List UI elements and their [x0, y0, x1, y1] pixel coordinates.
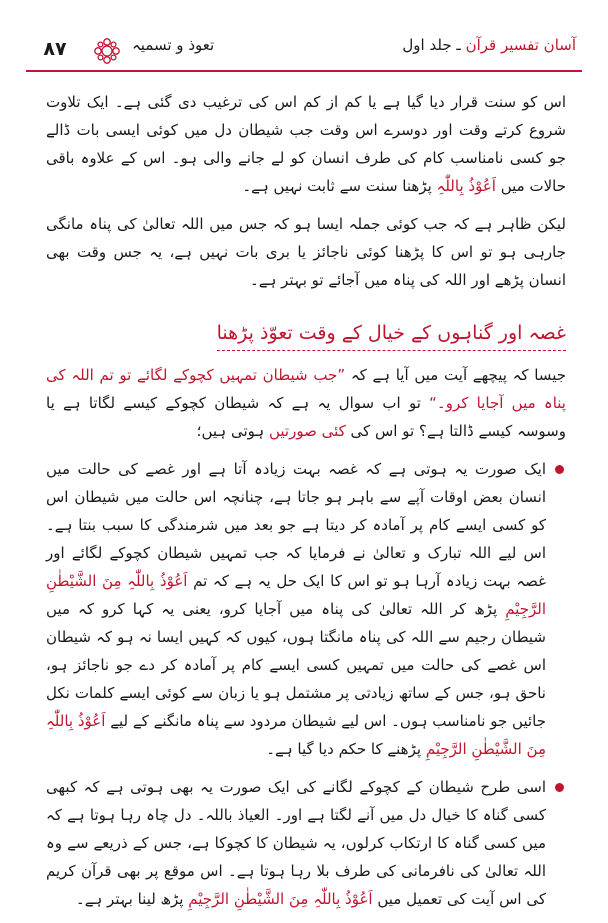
arabic-phrase: اَعُوْذُ بِاللّٰہِ [436, 177, 496, 195]
floral-ornament-icon [92, 36, 122, 66]
arabic-phrase: اَعُوْذُ بِاللّٰہِ مِنَ الشَّیْطٰنِ الرَّجِیْمِ [46, 712, 546, 758]
header-rule [26, 70, 582, 72]
bullet-dot-icon [555, 783, 564, 792]
paragraph-text: لیکن ظاہر ہے کہ جب کوئی جملہ ایسا ہو کہ جس میں اللہ تعالیٰ کی پناہ مانگی جارہی ہو تو اس کا پڑھنا کوئی ناجائز یا بری بات نہیں ہے، یہ جس وقت بھی انسان پڑھے اور اللہ کی پناہ میں آجائے تو بہتر ہے۔ [46, 215, 566, 289]
bullet-item [46, 773, 566, 913]
page-body [46, 88, 566, 923]
section-heading: غصہ اور گناہوں کے خیال کے وقت تعوّذ پڑھنا [217, 318, 566, 351]
paragraph-text: پڑھ کر اللہ تعالیٰ کی پناہ میں آجایا کرو، یعنی یہ کہا کرو کہ میں شیطان رجیم سے اللہ کی پناہ مانگتا ہوں، کیوں کہ کہیں ایسا نہ ہو کہ شیطان اس غصے کی حالت میں تمہیں کسی ایسے کام پر آمادہ کر دے جو ناجائز ہو، ناحق ہو، جس کے ساتھ زیادتی پر مشتمل ہو یا زبان سے کوئی ایسے کلمات نکل جائیں جو نامناسب ہوں۔ اس لیے شیطان مردود سے پناہ مانگنے کے لیے [46, 600, 546, 730]
running-title: آسان تفسیر قرآن ـ جلد اول [402, 36, 576, 54]
paragraph-text: پڑھ لینا بہتر ہے۔ [75, 890, 184, 908]
paragraph-text: ہوتی ہیں؛ [196, 422, 265, 440]
paragraph-text: پڑھنے کا حکم دیا گیا ہے۔ [266, 740, 422, 758]
arabic-phrase: اَعُوْذُ بِاللّٰہِ مِنَ الشَّیْطٰنِ الرَّجِیْمِ [46, 572, 546, 618]
page-number: ۸۷ [43, 38, 67, 60]
paragraph-text: اس کو سنت قرار دیا گیا ہے یا کم از کم اس کی ترغیب دی گئی ہے۔ ایک تلاوت شروع کرتے وقت اور دوسرے اس وقت جب شیطان دل میں کوئی ایسی بات ڈالے جو کسی نامناسب کام کی طرف انسان کو لے جانے والی ہو۔ اس کے علاوہ باقی حالات میں [46, 93, 566, 195]
highlighted-term: کئی صورتیں [268, 422, 346, 440]
paragraph-text: پڑھنا سنت سے ثابت نہیں ہے۔ [242, 177, 432, 195]
bullet-item [46, 455, 566, 763]
paragraph-text: ایک صورت یہ ہوتی ہے کہ غصہ بہت زیادہ آتا ہے اور غصے کی حالت میں انسان بعض اوقات آپے سے باہر ہو جاتا ہے، چنانچہ اس حالت میں شیطان اس کو کسی ایسے کام پر آمادہ کر دیتا ہے جو بعد میں شرمندگی کا سبب بنتا ہے۔ اس لیے اللہ تبارک و تعالیٰ نے فرمایا کہ جب تمہیں شیطان کچوکے لگائے اور غصہ بہت زیادہ آرہا ہو تو اس کا ایک حل یہ ہے کہ تم [46, 460, 546, 590]
page-header [26, 34, 582, 72]
volume-label: جلد اول [402, 36, 452, 54]
paragraph [46, 210, 566, 294]
paragraph-text: جیسا کہ پیچھے آیت میں آیا ہے کہ [350, 366, 566, 384]
section-title: تعوذ و تسمیہ [132, 36, 215, 54]
paragraph-text: تو اب سوال یہ ہے کہ شیطان کچوکے کیسے لگاتا ہے یا وسوسہ کیسے ڈالتا ہے؟ تو اس کی [46, 394, 566, 440]
intro-paragraph [46, 361, 566, 445]
arabic-phrase: اَعُوْذُ بِاللّٰہِ مِنَ الشَّیْطٰنِ الرَّجِیْمِ [188, 890, 373, 908]
book-title: آسان تفسیر قرآن [465, 36, 576, 54]
quoted-verse: ”جب شیطان تمہیں کچوکے لگائے تو تم اللہ کی پناہ میں آجایا کرو۔“ [46, 366, 566, 412]
paragraph-text: اسی طرح شیطان کے کچوکے لگانے کی ایک صورت یہ بھی ہوتی ہے کہ کبھی کسی گناہ کا خیال دل میں آنے لگتا ہے اور۔ العیاذ باللہ۔ دل چاہ رہا ہوتا ہے کہ میں کسی گناہ کا ارتکاب کرلوں، یہ شیطان کا کچوکا ہے، جس کے ذریعے سے وہ اللہ تعالیٰ کی نافرمانی کی طرف بلا رہا ہوتا ہے۔ اس موقع پر بھی قرآن کریم کی اس آیت کی تعمیل میں [46, 778, 546, 908]
paragraph [46, 88, 566, 200]
bullet-dot-icon [555, 465, 564, 474]
